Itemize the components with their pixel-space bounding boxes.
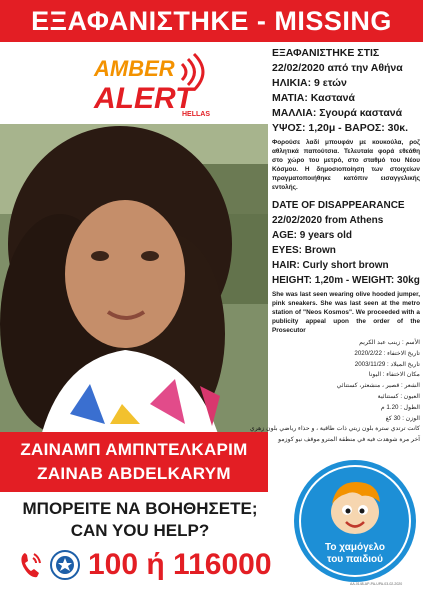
help-prompt [20, 498, 260, 542]
help-english: CAN YOU HELP? [70, 521, 210, 540]
english-detail-line: EYES: Brown [272, 245, 336, 256]
arabic-detail-line: تاريخ الاختفاء : 2020/2/22 [354, 349, 420, 357]
name-latin: ZAINAB ABDELKARYM [37, 464, 231, 483]
logo-amber-text: AMBER [94, 56, 175, 81]
arabic-detail-line: الوزن : 30 كغ [385, 414, 420, 422]
org-logo-line1: Το χαμόγελο [325, 542, 385, 553]
arabic-detail-line: مكان الاختفاء : اليونا [368, 371, 420, 379]
greek-detail-line: ΜΑΛΛΙΑ: Σγουρά καστανά [272, 107, 403, 119]
hotline-row [18, 545, 288, 585]
poster-title: ΕΞΑΦΑΝΙΣΤΗΚΕ - MISSING [31, 5, 392, 36]
arabic-detail-line: آخر مرة شوهدت فيه في منطقة المترو موقف نيو كوزمو [278, 436, 420, 444]
arabic-details [249, 338, 420, 446]
english-detail-line: HAIR: Curly short brown [272, 260, 389, 271]
english-detail-line: AGE: 9 years old [272, 230, 353, 241]
greek-description: Φορούσε λαδί μπουφάν με κουκούλα, ροζ αθλητικά παπούτσια. Τελευταία φορά εθεάθη στο χώρο του μετρό, στο σταθμό του Νέου Κόσμου. Η δημοσιοποίηση των στοιχείων πραγματοποιήθηκε κατόπιν εισαγγελικής εντολής. [272, 139, 420, 191]
smile-of-the-child-logo [292, 458, 418, 584]
arabic-detail-line: الطول : 1.20 م [380, 403, 420, 411]
arabic-detail-line: الشعر : قصير ، منشعثر، كستنائي [336, 382, 420, 390]
help-greek: ΜΠΟΡΕΙΤΕ ΝΑ ΒΟΗΘΗΣΕΤΕ; [22, 499, 258, 518]
greek-detail-line: ΗΛΙΚΙΑ: 9 ετών [272, 77, 347, 89]
arabic-detail-line: الأسم : زينب عبد الكريم [359, 339, 420, 346]
arabic-detail-line: تاريخ الميلاد : 2003/11/29 [354, 360, 420, 368]
logo-hellas-text: HELLAS [182, 111, 210, 118]
footer-code: AA-0148-AP-PA-UPA-03-02-2020 [350, 582, 403, 586]
name-greek: ΖΑΙΝΑΜΠ ΑΜΠΝΤΕΛΚΑΡΙΜ [20, 440, 248, 459]
phone-icon [18, 550, 44, 580]
hotline-number: 100 ή 116000 [88, 548, 272, 581]
greek-detail-line: ΕΞΑΦΑΝΙΣΤΗΚΕ ΣΤΙΣ [272, 47, 380, 59]
english-detail-line: DATE OF DISAPPEARANCE [272, 200, 405, 211]
header-banner [0, 0, 423, 42]
english-detail-line: HEIGHT: 1,20m - WEIGHT: 30kg [272, 275, 420, 286]
english-detail-line: 22/02/2020 from Athens [272, 215, 384, 226]
police-emblem-icon [50, 549, 80, 581]
greek-detail-line: 22/02/2020 από την Αθήνα [272, 62, 403, 74]
arabic-detail-line: العيون : كستنائية [377, 392, 420, 400]
arabic-detail-line: كانت ترتدي سترة بلون زيتي ذات طاقية ، و حذاء رياضي بلون زهري [249, 425, 420, 433]
greek-detail-line: ΥΨΟΣ: 1,20μ - ΒΑΡΟΣ: 30κ. [272, 122, 409, 134]
name-banner [0, 432, 268, 492]
org-logo-line2: του παιδιού [327, 554, 383, 565]
details-column [272, 46, 420, 335]
amber-alert-logo [78, 50, 226, 122]
english-description: She was last seen wearing olive hooded jumper, pink sneakers. She was last seen at the metro station of "Neos Kosmos". We proceeded with a publicity appeal upon the order of the Prosecutor [272, 291, 420, 334]
greek-detail-line: ΜΑΤΙΑ: Καστανά [272, 92, 355, 104]
missing-child-photo [0, 124, 268, 440]
logo-alert-text: ALERT [94, 82, 194, 115]
